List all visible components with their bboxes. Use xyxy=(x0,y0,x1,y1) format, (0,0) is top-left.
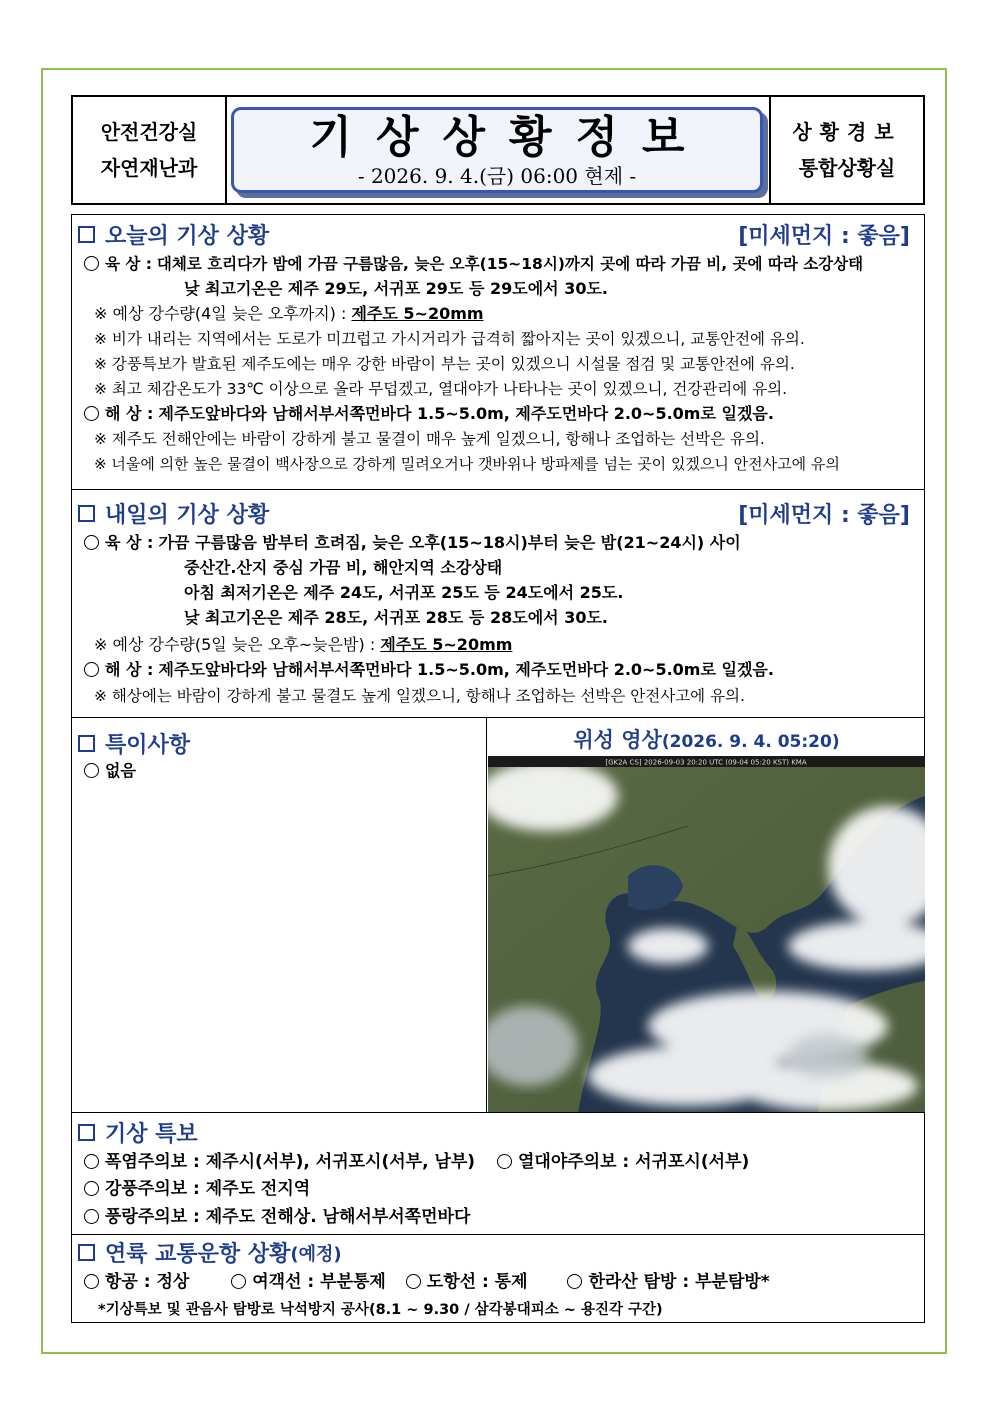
checkbox-square-icon xyxy=(78,735,95,752)
issuer-left xyxy=(73,97,225,203)
traffic-air: 항공 : 정상 xyxy=(105,1272,190,1292)
circle-bullet-icon xyxy=(84,1181,99,1196)
special-item xyxy=(84,760,136,782)
satellite-title-text: 위성 영상 xyxy=(573,728,662,752)
warnings-line1 xyxy=(84,1151,749,1173)
circle-bullet-icon xyxy=(84,535,99,550)
today-sea xyxy=(84,403,774,425)
document-header xyxy=(71,95,925,205)
tomorrow-land-text1: 가끔 구름많음 밤부터 흐려짐, 늦은 오후(15~18시)부터 늦은 밤(21~24시) 사이 xyxy=(158,533,741,552)
traffic-title xyxy=(78,1237,342,1268)
warnings-line2 xyxy=(84,1178,310,1200)
issuer-right-line1: 상황경보 xyxy=(792,120,902,144)
tomorrow-land-label: 육 상 : xyxy=(105,533,154,552)
today-note1: ※ 비가 내리는 지역에서는 도로가 미끄럽고 가시거리가 급격히 짧아지는 곳이 있겠으니, 교통안전에 유의. xyxy=(94,330,805,348)
traffic-footnote: *기상특보 및 관음사 탐방로 낙석방지 공사(8.1 ~ 9.30 / 삼각봉대피소 ~ 용진각 구간) xyxy=(98,1302,663,1318)
tomorrow-land-line1 xyxy=(84,532,741,554)
today-note4: ※ 제주도 전해안에는 바람이 강하게 불고 물결이 매우 높게 일겠으니, 항해나 조업하는 선박은 유의. xyxy=(94,430,765,448)
satellite-caption: [GK2A CS] 2026-09-03 20:20 UTC (09-04 05:20 KST) KMA xyxy=(605,758,807,767)
warnings-title xyxy=(78,1117,198,1148)
circle-bullet-icon xyxy=(84,763,99,778)
today-title xyxy=(78,219,269,250)
warnings-heat: 폭염주의보 : 제주시(서부), 서귀포시(서부, 남부) xyxy=(105,1152,476,1172)
tomorrow-rain xyxy=(94,634,512,656)
traffic-ferry: 여객선 : 부분통제 xyxy=(252,1272,386,1292)
today-note2: ※ 강풍특보가 발효된 제주도에는 매우 강한 바람이 부는 곳이 있겠으니 시설물 점검 및 교통안전에 유의. xyxy=(94,355,795,373)
tomorrow-rain-value: 제주도 5~20mm xyxy=(380,635,513,654)
circle-bullet-icon xyxy=(84,1209,99,1224)
traffic-line xyxy=(84,1271,770,1293)
tomorrow-title-text: 내일의 기상 상황 xyxy=(105,503,270,528)
document-date: - 2026. 9. 4.(금) 06:00 현제 - xyxy=(357,164,637,188)
satellite-time: (2026. 9. 4. 05:20) xyxy=(661,732,840,752)
header-divider-left xyxy=(225,97,227,203)
warnings-waves: 풍랑주의보 : 제주도 전해상. 남해서부서쪽먼바다 xyxy=(105,1207,471,1227)
warnings-title-text: 기상 특보 xyxy=(105,1122,198,1147)
traffic-title-text: 연륙 교통운항 상황 xyxy=(105,1242,291,1267)
circle-bullet-icon xyxy=(84,1154,99,1169)
tomorrow-land-line2: 중산간.산지 중심 가끔 비, 해안지역 소강상태 xyxy=(184,558,503,577)
tomorrow-section xyxy=(71,490,925,718)
satellite-map-graphic xyxy=(488,756,925,1113)
circle-bullet-icon xyxy=(231,1274,246,1289)
today-sea-text: 제주도앞바다와 남해서부서쪽먼바다 1.5~5.0m, 제주도먼바다 2.0~5.0m로 일겠음. xyxy=(158,404,774,423)
document-title: 기상상황정보 xyxy=(309,112,709,163)
column-divider xyxy=(486,718,487,1113)
traffic-hallasan: 한라산 탐방 : 부분탐방* xyxy=(588,1272,770,1292)
today-dust: [미세먼지 : 좋음] xyxy=(738,224,910,249)
today-land-text1: 대체로 흐리다가 밤에 가끔 구름많음, 늦은 오후(15~18시)까지 곳에 따라 가끔 비, 곳에 따라 소강상태 xyxy=(156,255,864,273)
issuer-right-line2: 통합상황실 xyxy=(798,156,896,180)
tomorrow-title xyxy=(78,498,269,529)
tomorrow-sea xyxy=(84,659,774,681)
special-title-text: 특이사항 xyxy=(105,733,191,758)
circle-bullet-icon xyxy=(84,662,99,677)
satellite-image xyxy=(488,756,925,1113)
traffic-island-ferry: 도항선 : 통제 xyxy=(426,1272,528,1292)
special-item-text: 없음 xyxy=(105,761,136,780)
today-note3: ※ 최고 체감온도가 33℃ 이상으로 올라 무덥겠고, 열대야가 나타나는 곳이 있겠으니, 건강관리에 유의. xyxy=(94,380,787,398)
warnings-wind: 강풍주의보 : 제주도 전지역 xyxy=(105,1179,311,1199)
circle-bullet-icon xyxy=(567,1274,582,1289)
today-rain-prefix: ※ 예상 강수량(4일 늦은 오후까지) : xyxy=(94,304,347,323)
checkbox-square-icon xyxy=(78,1244,95,1261)
tomorrow-land-line4: 낮 최고기온은 제주 28도, 서귀포 28도 등 28도에서 30도. xyxy=(184,608,608,627)
tomorrow-sea-label: 해 상 : xyxy=(105,660,154,679)
today-land-label: 육 상 : xyxy=(105,255,152,273)
traffic-title-suffix: (예정) xyxy=(290,1243,342,1265)
today-land-line1 xyxy=(84,253,863,275)
tomorrow-dust: [미세먼지 : 좋음] xyxy=(738,503,910,528)
circle-bullet-icon xyxy=(84,1274,99,1289)
tomorrow-note1: ※ 해상에는 바람이 강하게 불고 물결도 높게 일겠으니, 항해나 조업하는 선박은 안전사고에 유의. xyxy=(94,687,745,705)
tomorrow-sea-text: 제주도앞바다와 남해서부서쪽먼바다 1.5~5.0m, 제주도먼바다 2.0~5.0m로 일겠음. xyxy=(158,660,774,679)
checkbox-square-icon xyxy=(78,226,95,243)
issuer-left-line2: 자연재난과 xyxy=(100,156,198,180)
circle-bullet-icon xyxy=(497,1154,512,1169)
today-sea-label: 해 상 : xyxy=(105,404,154,423)
today-land-line2: 낮 최고기온은 제주 29도, 서귀포 29도 등 29도에서 30도. xyxy=(184,279,608,298)
warnings-tropical-night: 열대야주의보 : 서귀포시(서부) xyxy=(517,1152,750,1172)
warnings-line3 xyxy=(84,1206,470,1228)
special-title xyxy=(78,728,190,759)
today-rain-value: 제주도 5~20mm xyxy=(351,304,484,323)
today-section xyxy=(71,214,925,490)
traffic-section xyxy=(71,1234,925,1323)
today-note5: ※ 너울에 의한 높은 물결이 백사장으로 강하게 밀려오거나 갯바위나 방파제를 넘는 곳이 있겠으니 안전사고에 유의 xyxy=(94,455,840,473)
special-satellite-section xyxy=(71,718,925,1113)
tomorrow-rain-prefix: ※ 예상 강수량(5일 늦은 오후~늦은밤) : xyxy=(94,635,376,654)
checkbox-square-icon xyxy=(78,1124,95,1141)
checkbox-square-icon xyxy=(78,505,95,522)
satellite-title xyxy=(488,724,925,754)
circle-bullet-icon xyxy=(84,256,99,271)
title-box xyxy=(231,107,763,193)
tomorrow-land-line3: 아침 최저기온은 제주 24도, 서귀포 25도 등 24도에서 25도. xyxy=(184,583,624,602)
issuer-right xyxy=(771,97,923,203)
today-title-text: 오늘의 기상 상황 xyxy=(105,224,270,249)
circle-bullet-icon xyxy=(84,406,99,421)
circle-bullet-icon xyxy=(406,1274,421,1289)
warnings-section xyxy=(71,1112,925,1235)
issuer-left-line1: 안전건강실 xyxy=(100,120,198,144)
today-rain xyxy=(94,303,484,325)
